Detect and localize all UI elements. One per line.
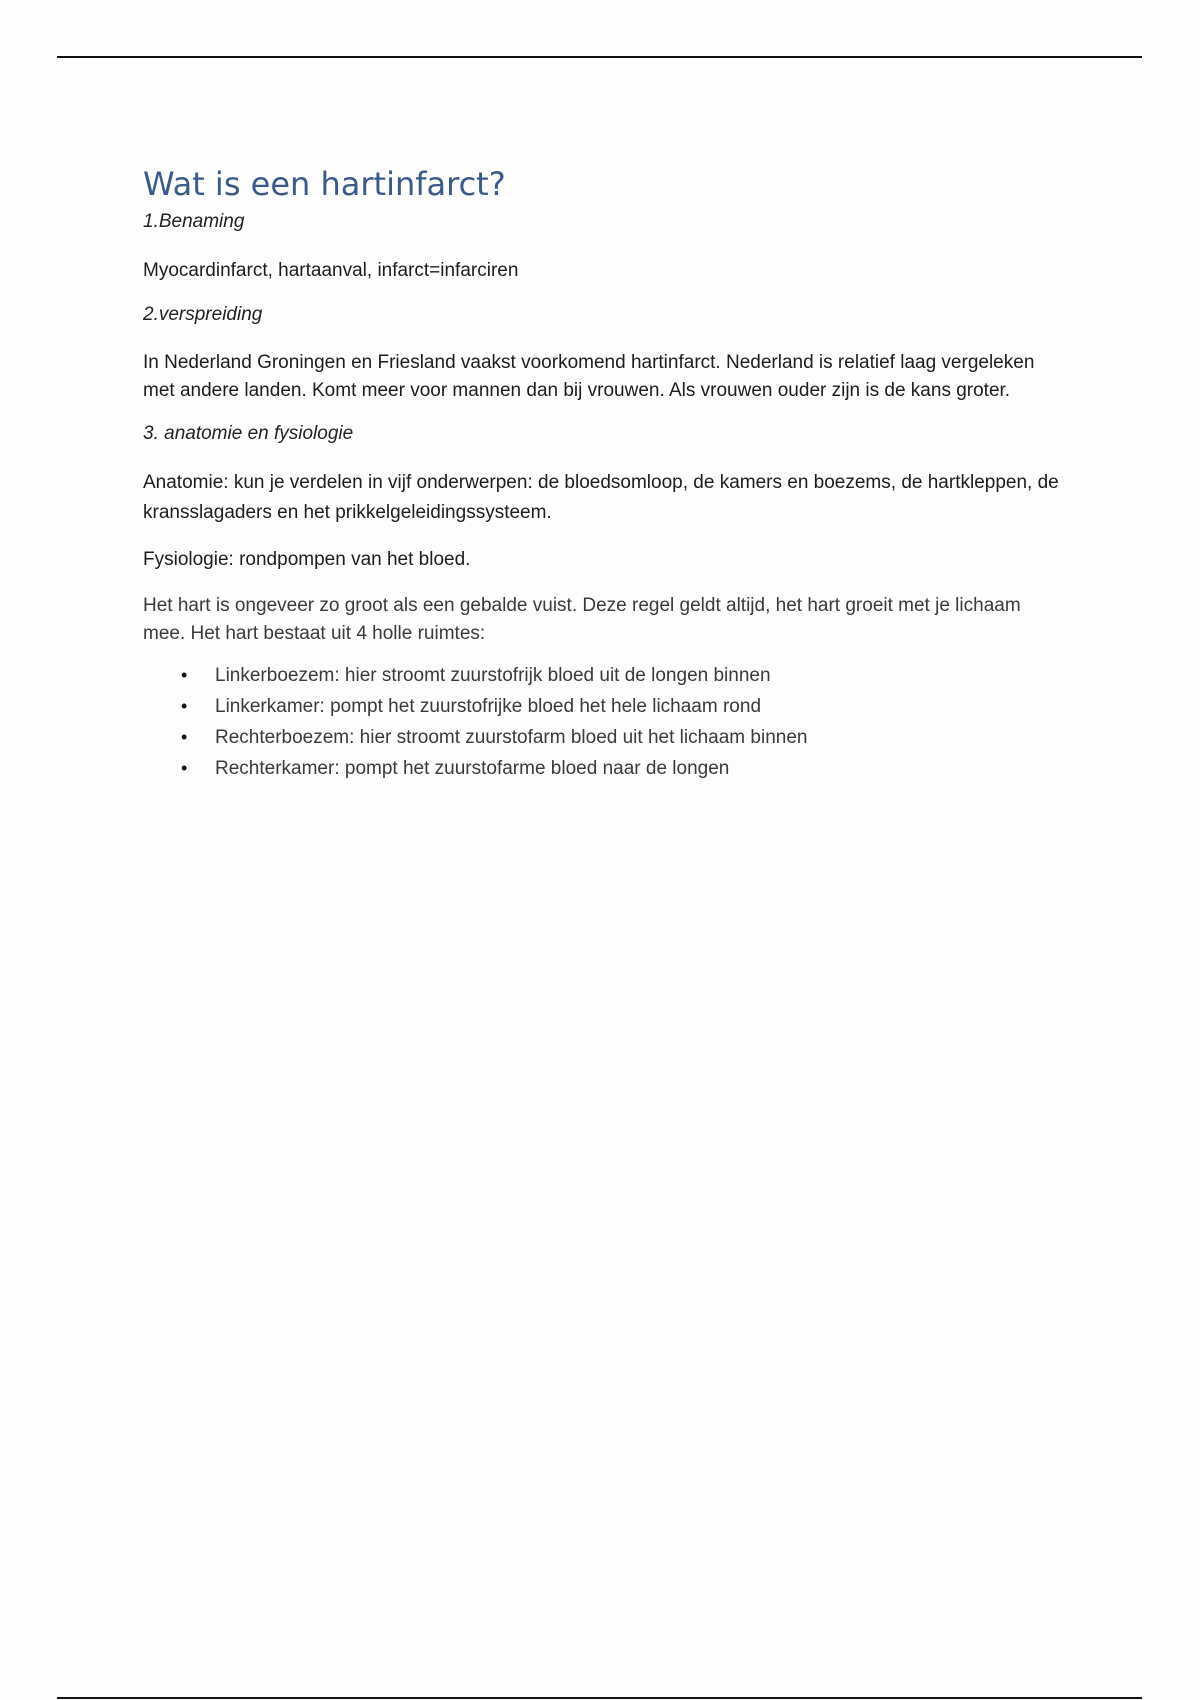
bullet-icon: • [181,758,188,778]
heart-chambers-list [143,660,1063,784]
section-heading-verspreiding: 2.verspreiding [143,304,263,325]
list-item-text: Rechterboezem: hier stroomt zuurstofarm bloed uit het lichaam binnen [215,727,808,748]
list-item [143,722,1063,753]
paragraph-anatomie: Anatomie: kun je verdelen in vijf onderwerpen: de bloedsomloop, de kamers en boezems, de hartkleppen, de kransslagaders en het prikkelgeleidingssysteem. [143,472,1059,523]
list-item [143,753,1063,784]
paragraph-verspreiding: In Nederland Groningen en Friesland vaakst voorkomend hartinfarct. Nederland is relatief laag vergeleken met andere landen. Komt meer voor mannen dan bij vrouwen. Als vrouwen ouder zijn is de kans groter. [143,352,1035,401]
list-item-text: Rechterkamer: pompt het zuurstofarme bloed naar de longen [215,758,730,779]
list-item-text: Linkerboezem: hier stroomt zuurstofrijk bloed uit de longen binnen [215,665,771,686]
paragraph-fysiologie: Fysiologie: rondpompen van het bloed. [143,549,471,570]
bullet-icon: • [181,727,188,747]
footer-rule [57,1697,1142,1699]
document-body [143,164,1063,784]
paragraph-hart: Het hart is ongeveer zo groot als een gebalde vuist. Deze regel geldt altijd, het hart groeit met je lichaam mee. Het hart bestaat uit 4 holle ruimtes: [143,595,1021,644]
header-rule [57,56,1142,58]
bullet-icon: • [181,696,188,716]
list-item [143,691,1063,722]
document-title: Wat is een hartinfarct? [143,165,506,203]
bullet-icon: • [181,665,188,685]
paragraph-benaming: Myocardinfarct, hartaanval, infarct=infarciren [143,260,519,281]
section-heading-anatomie: 3. anatomie en fysiologie [143,423,354,444]
list-item-text: Linkerkamer: pompt het zuurstofrijke bloed het hele lichaam rond [215,696,762,717]
section-heading-benaming: 1.Benaming [143,211,245,232]
list-item [143,660,1063,691]
